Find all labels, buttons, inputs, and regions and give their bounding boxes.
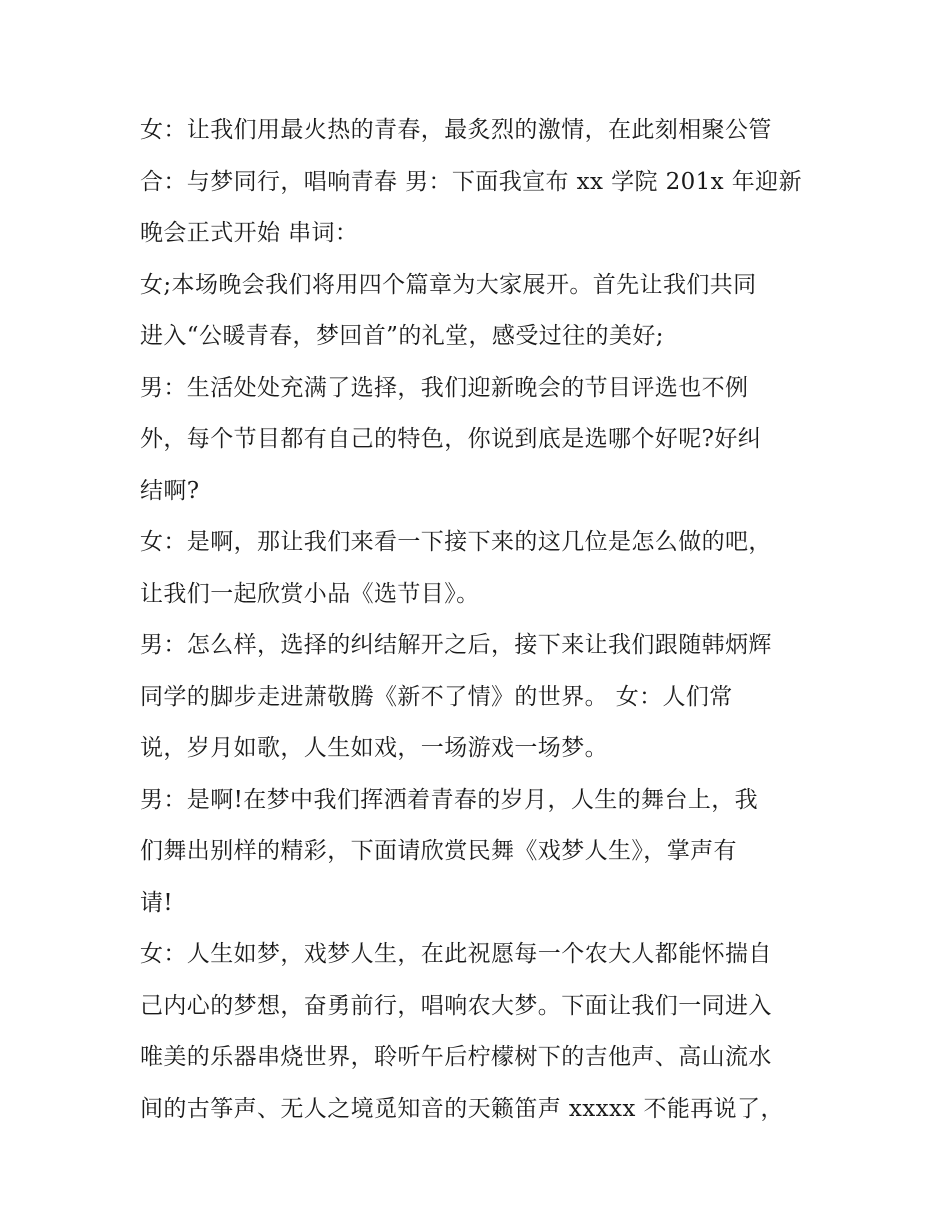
text-line: 唯美的乐器串烧世界，聆听午后柠檬树下的吉他声、高山流水 [140,1044,772,1070]
text-line: 女：让我们用最火热的青春，最炙烈的激情，在此刻相聚公管 [140,117,772,143]
text-line: 间的古筝声、无人之境觅知音的天籁笛声 xxxxx 不能再说了， [140,1095,784,1122]
text-line: 女：是啊，那让我们来看一下接下来的这几位是怎么做的吧， [140,529,772,555]
text-line: 合：与梦同行，唱响青春 男：下面我宣布 xx 学院 201x 年迎新 [140,168,802,195]
text-line: 进入“公暖青春，梦回首”的礼堂，感受过往的美好; [140,323,664,349]
text-line: 说，岁月如歌，人生如戏，一场游戏一场梦。 [140,735,608,761]
text-line: 男：怎么样，选择的纠结解开之后，接下来让我们跟随韩炳辉 [140,632,772,658]
text-line: 女：人生如梦，戏梦人生，在此祝愿每一个农大人都能怀揣自 [140,941,772,967]
text-line: 晚会正式开始 串词： [140,220,359,246]
script-text [140,108,820,1138]
text-line: 己内心的梦想，奋勇前行，唱响农大梦。下面让我们一同进入 [140,992,772,1019]
text-line: 男：是啊!在梦中我们挥洒着青春的岁月，人生的舞台上，我 [140,786,759,813]
text-line: 让我们一起欣赏小品《选节目》。 [140,580,480,607]
text-line: 们舞出别样的精彩，下面请欣赏民舞《戏梦人生》，掌声有 [140,838,737,864]
text-line: 外，每个节目都有自己的特色，你说到底是选哪个好呢?好纠 [140,426,762,452]
text-line: 同学的脚步走进萧敬腾《新不了情》的世界。 女：人们常 [140,683,733,710]
text-line: 请! [140,889,174,916]
text-line: 结啊? [140,477,200,504]
text-line: 女;本场晚会我们将用四个篇章为大家展开。首先让我们共同 [140,271,757,298]
text-line: 男：生活处处充满了选择，我们迎新晚会的节目评选也不例 [140,374,749,401]
